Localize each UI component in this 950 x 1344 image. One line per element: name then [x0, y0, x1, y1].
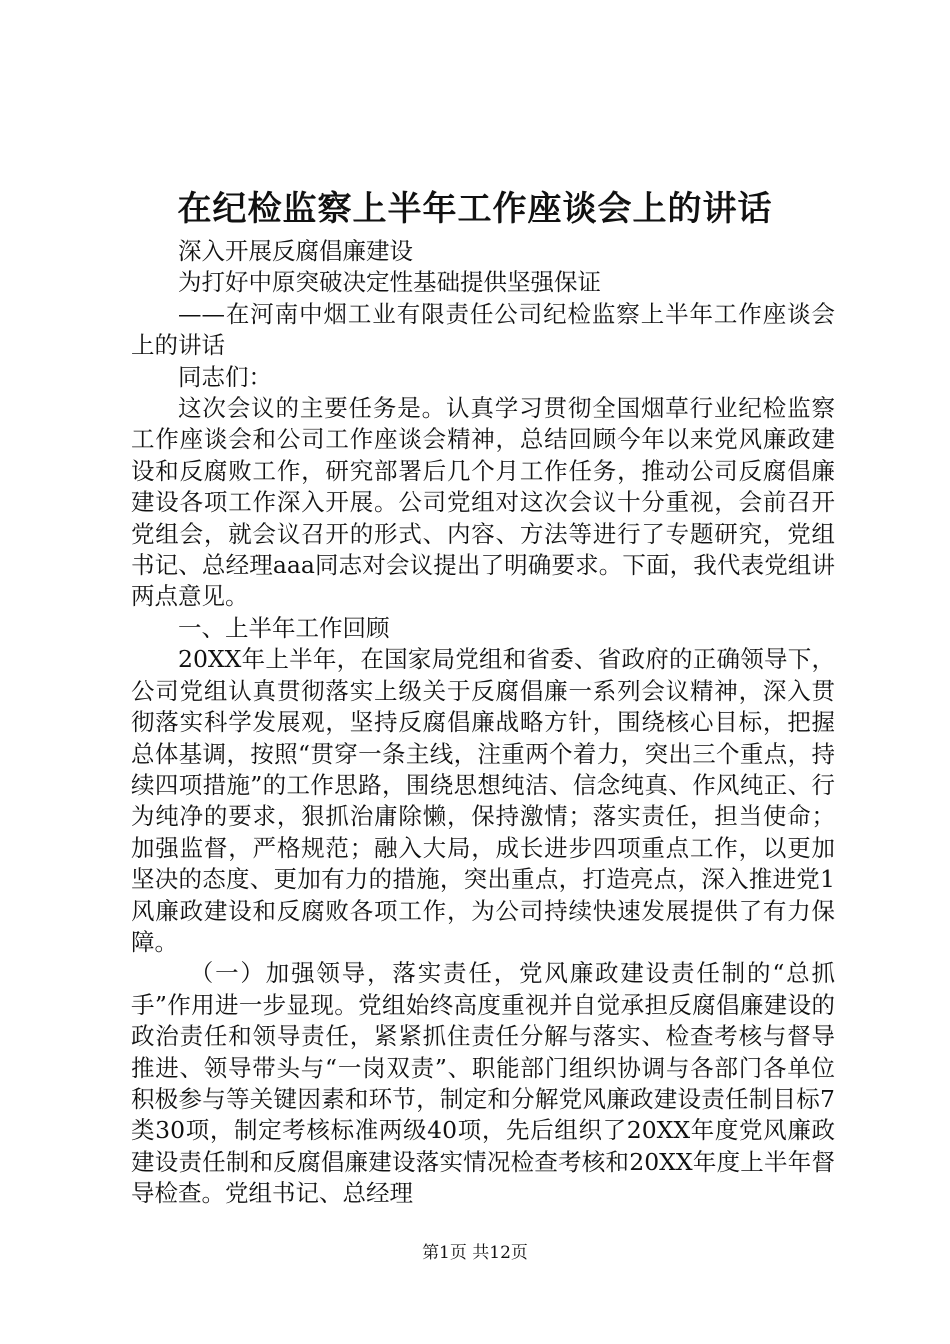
- paragraph-section-1: （一）加强领导，落实责任，党风廉政建设责任制的“总抓手”作用进一步显现。党组始终高度重视并自觉承担反腐倡廉建设的政治责任和领导责任，紧紧抓住责任分解与落实、检查考核与督导推进、领导带头与“一岗双责”、职能部门组织协调与各部门各单位积极参与等关键因素和环节，制定和分解党风廉政建设责任制目标7类30项，制定考核标准两级40项，先后组织了20XX年度党风廉政建设责任制和反腐倡廉建设落实情况检查考核和20XX年度上半年督导检查。党组书记、总经理: [131, 959, 835, 1208]
- subtitle-line-1: 深入开展反腐倡廉建设: [178, 237, 413, 265]
- subtitle-line-3: ——在河南中烟工业有限责任公司纪检监察上半年工作座谈会上的讲话: [131, 299, 835, 360]
- section-heading: 一、上半年工作回顾: [178, 613, 390, 642]
- salutation: 同志们：: [178, 362, 272, 391]
- paragraph-intro: 这次会议的主要任务是。认真学习贯彻全国烟草行业纪检监察工作座谈会和公司工作座谈会精神，总结回顾今年以来党风廉政建设和反腐败工作，研究部署后几个月工作任务，推动公司反腐倡廉建设各项工作深入开展。公司党组对这次会议十分重视，会前召开党组会，就会议召开的形式、内容、方法等进行了专题研究，党组书记、总经理aaa同志对会议提出了明确要求。下面，我代表党组讲两点意见。: [131, 394, 835, 611]
- paragraph-review: 20XX年上半年，在国家局党组和省委、省政府的正确领导下，公司党组认真贯彻落实上级关于反腐倡廉一系列会议精神，深入贯彻落实科学发展观，坚持反腐倡廉战略方针，围绕核心目标，把握总体基调，按照“贯穿一条主线，注重两个着力，突出三个重点，持续四项措施”的工作思路，围绕思想纯洁、信念纯真、作风纯正、行为纯净的要求，狠抓治庸除懒，保持激情；落实责任，担当使命；加强监督，严格规范；融入大局，成长进步四项重点工作，以更加坚决的态度、更加有力的措施，突出重点，打造亮点，深入推进党1风廉政建设和反腐败各项工作，为公司持续快速发展提供了有力保障。: [131, 645, 835, 956]
- page-footer: 第1页 共12页: [422, 1243, 528, 1263]
- subtitle-line-2: 为打好中原突破决定性基础提供坚强保证: [178, 268, 601, 297]
- document-body: [131, 236, 835, 1210]
- document-title: 在纪检监察上半年工作座谈会上的讲话: [177, 189, 773, 229]
